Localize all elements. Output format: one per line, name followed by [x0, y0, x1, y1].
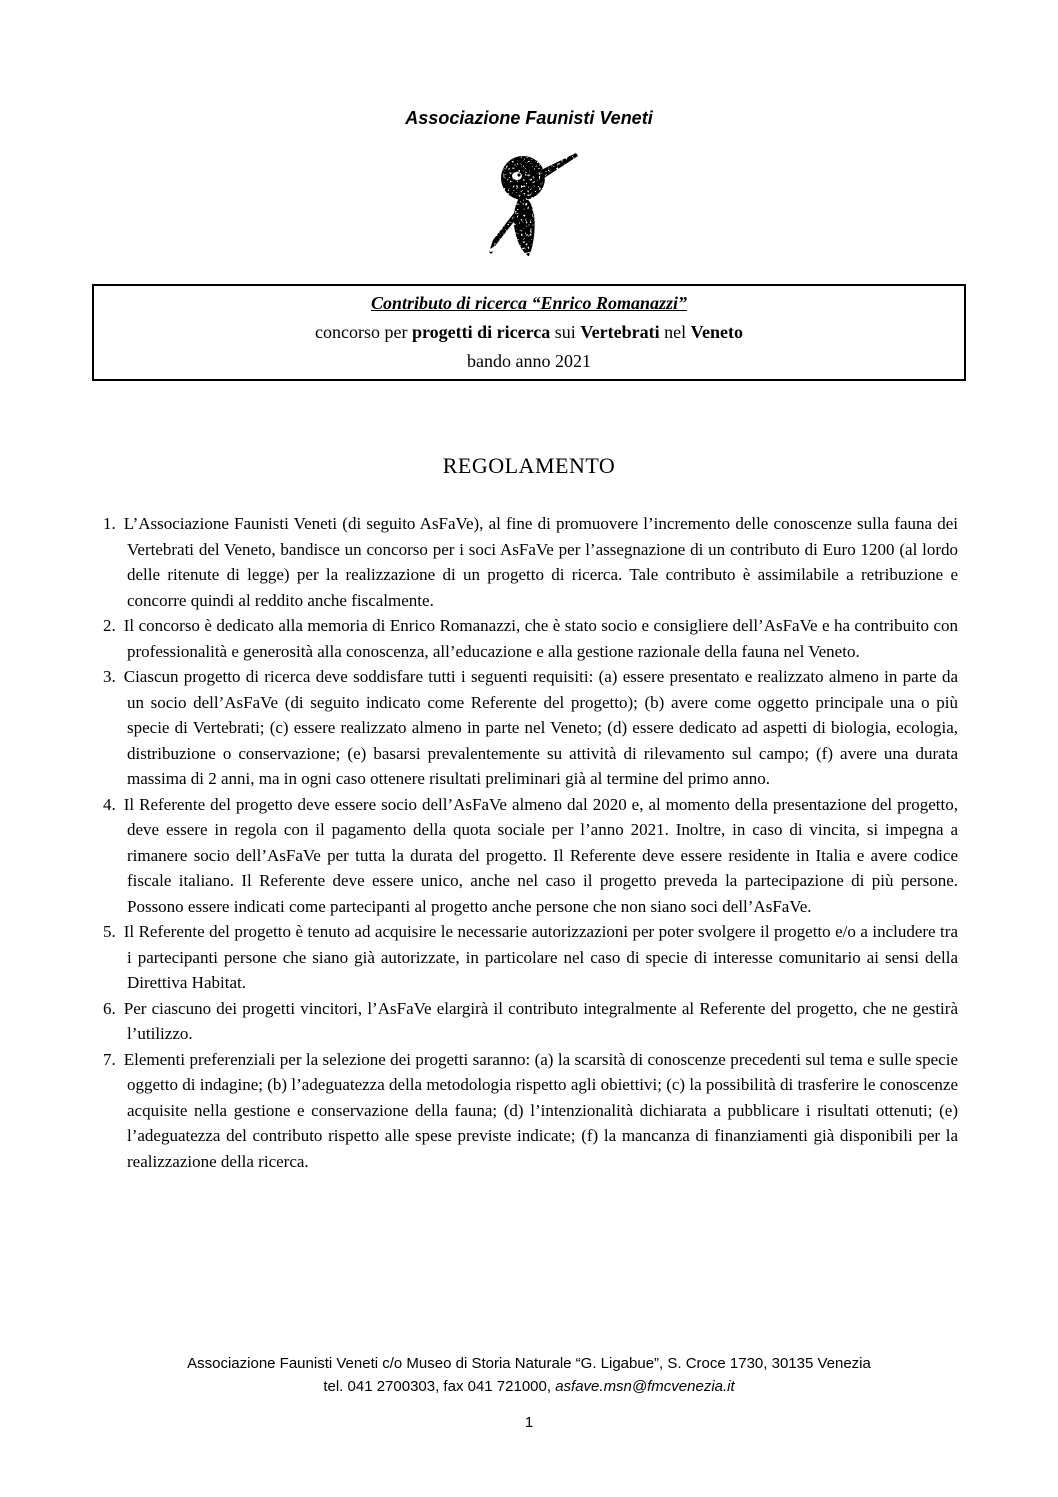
list-item-1 — [103, 511, 958, 613]
item-text: Elementi preferenziali per la selezione dei progetti saranno: (a) la scarsità di conoscenze precedenti sul tema e sulle specie oggetto di indagine; (b) l’adeguatezza della metodologia rispetto agli obiettivi; (c) la possibilità di trasferire le conoscenze acquisite nella gestione e conservazione della fauna; (d) l’intenzionalità dichiarata a pubblicare i risultati ottenuti; (e) l’adeguatezza del contributo rispetto alle spese previste indicate; (f) la mancanza di finanziamenti già disponibili per la realizzazione della ricerca. — [123, 1049, 958, 1171]
item-text: L’Associazione Faunisti Veneti (di seguito AsFaVe), al fine di promuovere l’incremento delle conoscenze sulla fauna dei Vertebrati del Veneto, bandisce un concorso per i soci AsFaVe per l’assegnazione di un contributo di Euro 1200 (al lordo delle ritenute di legge) per la realizzazione di un progetto di ricerca. Tale contributo è assimilabile a retribuzione e concorre quindi al reddito anche fiscalmente. — [123, 514, 958, 610]
footer-contact-line: tel. 041 2700303, fax 041 721000, asfave.msn@fmcvenezia.it — [323, 1378, 735, 1395]
item-text: Il concorso è dedicato alla memoria di Enrico Romanazzi, che è stato socio e consigliere dell’AsFaVe e ha contribuito con professionalità e generosità alla conoscenza, all’educazione e alla gestione razionale della fauna nel Veneto. — [123, 616, 958, 661]
item-number: 6. — [103, 998, 116, 1018]
item-number: 5. — [103, 922, 116, 941]
footer-address-block — [0, 1352, 1058, 1398]
footer-address-line: Associazione Faunisti Veneti c/o Museo di Storia Naturale “G. Ligabue”, S. Croce 1730, 30135 Venezia — [187, 1355, 871, 1372]
item-number: 4. — [103, 794, 116, 814]
org-name-header: Associazione Faunisti Veneti — [405, 108, 653, 128]
list-item-5 — [103, 919, 958, 996]
list-item-7 — [103, 1047, 958, 1175]
list-item-6 — [103, 996, 958, 1047]
item-text: Il Referente del progetto deve essere socio dell’AsFaVe almeno dal 2020 e, al momento della presentazione del progetto, deve essere in regola con il pagamento della quota sociale per l’anno 2021. Inoltre, in caso di vincita, si impegna a rimanere socio dell’AsFaVe per tutta la durata del progetto. Il Referente deve essere residente in Italia e avere codice fiscale italiano. Il Referente deve essere unico, anche nel caso il progetto preveda la partecipazione di più persone. Possono essere indicati come partecipanti al progetto anche persone che non siano soci dell’AsFaVe. — [123, 794, 958, 916]
title-line-2: concorso per progetti di ricerca sui Vertebrati nel Veneto — [315, 322, 743, 342]
list-item-3 — [103, 664, 958, 792]
item-text: Per ciascuno dei progetti vincitori, l’AsFaVe elargirà il contributo integralmente al Referente del progetto, che ne gestirà l’utilizzo. — [123, 998, 958, 1043]
item-number: 2. — [103, 616, 116, 635]
email-text: asfave.msn@fmcvenezia.it — [555, 1378, 735, 1395]
regolamento-heading: REGOLAMENTO — [442, 453, 616, 478]
title-line-1: Contributo di ricerca “Enrico Romanazzi” — [370, 293, 688, 313]
item-number: 1. — [103, 514, 116, 533]
title-line-3: bando anno 2021 — [467, 351, 591, 371]
logo-container — [0, 148, 1058, 258]
item-number: 7. — [103, 1049, 116, 1069]
regulation-list — [103, 511, 958, 1174]
title-box — [92, 284, 966, 381]
page-number: 1 — [524, 1414, 534, 1431]
list-item-4 — [103, 792, 958, 920]
item-number: 3. — [103, 667, 116, 686]
list-item-2 — [103, 613, 958, 664]
item-text: Ciascun progetto di ricerca deve soddisfare tutti i seguenti requisiti: (a) essere presentato e realizzato almeno in parte da un socio dell’AsFaVe (di seguito indicato come Referente del progetto); (b) avere come oggetto principale una o più specie di Vertebrati; (c) essere realizzato almeno in parte nel Veneto; (d) essere dedicato ad aspetti di biologia, ecologia, distribuzione o conservazione; (e) basarsi prevalentemente su attività di rilevamento sul campo; (f) avere una durata massima di 2 anni, ma in ogni caso ottenere risultati preliminari già al termine del primo anno. — [123, 667, 958, 788]
item-text: Il Referente del progetto è tenuto ad acquisire le necessarie autorizzazioni per poter svolgere il progetto e/o a includere tra i partecipanti persone che siano già autorizzate, in particolare nel caso di specie di interesse comunitario ai sensi della Direttiva Habitat. — [123, 922, 958, 992]
kingfisher-bird-icon — [479, 148, 579, 263]
